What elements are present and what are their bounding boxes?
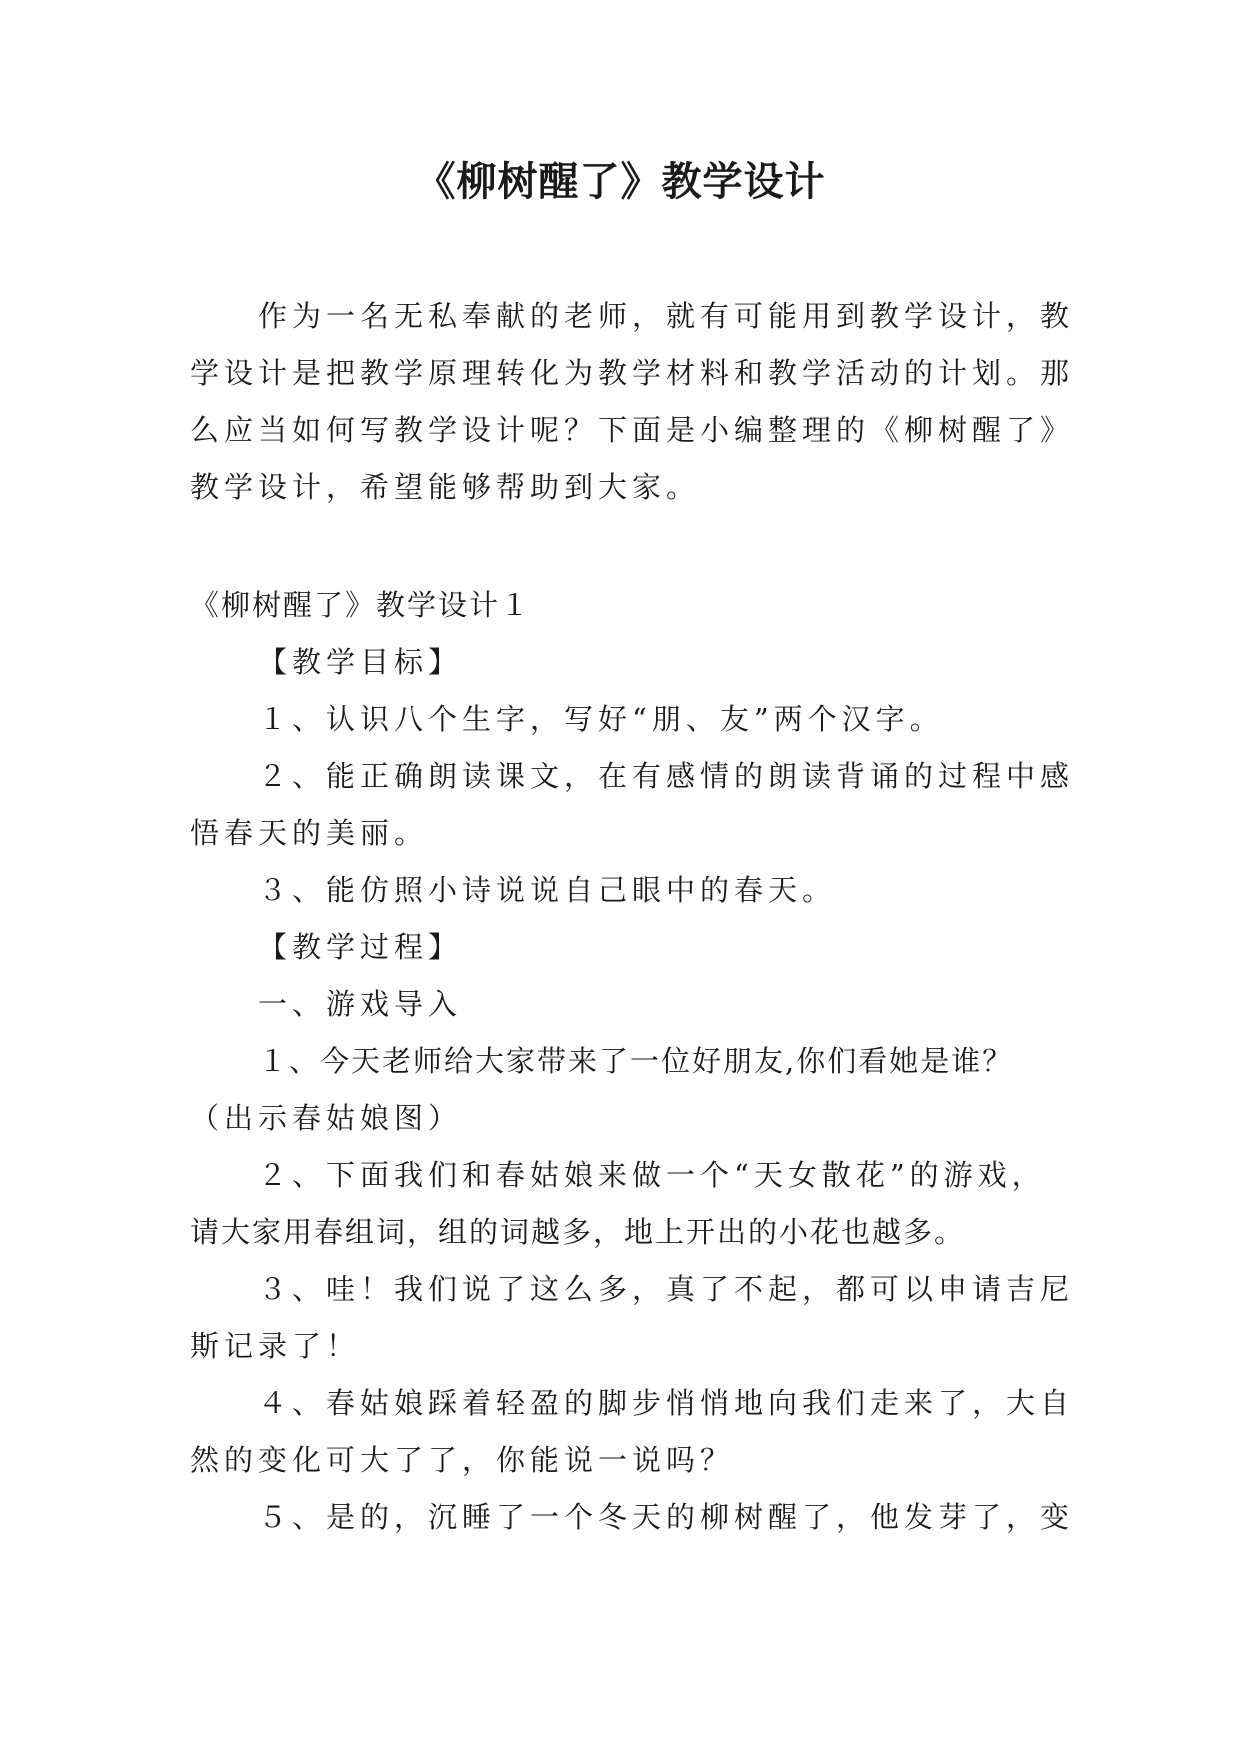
intro-line-4: 教学设计，希望能够帮助到大家。 (190, 470, 701, 504)
item-3-line-2: 斯记录了！ (190, 1329, 361, 1363)
intro-line-3: 么应当如何写教学设计呢？下面是小编整理的《柳树醒了》 (190, 413, 1075, 447)
section-heading: 《柳树醒了》教学设计１ (190, 588, 532, 622)
item-2-line-1: ２、下面我们和春姑娘来做一个“天女散花”的游戏， (258, 1158, 1046, 1192)
goal-heading: 【教学目标】 (258, 645, 463, 679)
step-heading: 一、游戏导入 (258, 987, 463, 1021)
item-3-line-1: ３、哇！我们说了这么多，真了不起，都可以申请吉尼 (258, 1272, 1075, 1306)
document-title: 《柳树醒了》教学设计 (415, 159, 826, 205)
item-4-line-2: 然的变化可大了了，你能说一说吗？ (190, 1443, 735, 1477)
goal-item-1: １、认识八个生字，写好“朋、友”两个汉字。 (258, 702, 944, 736)
item-5-line-1: ５、是的，沉睡了一个冬天的柳树醒了，他发芽了，变 (258, 1500, 1075, 1534)
goal-item-2-line-2: 悟春天的美丽。 (190, 816, 429, 850)
intro-line-2: 学设计是把教学原理转化为教学材料和教学活动的计划。那 (190, 356, 1075, 390)
process-heading: 【教学过程】 (258, 930, 463, 964)
item-1-line-1: １、今天老师给大家带来了一位好朋友,你们看她是谁？ (258, 1044, 1014, 1078)
intro-line-1: 作为一名无私奉献的老师，就有可能用到教学设计，教 (258, 299, 1075, 333)
goal-item-3: ３、能仿照小诗说说自己眼中的春天。 (258, 873, 837, 907)
item-4-line-1: ４、春姑娘踩着轻盈的脚步悄悄地向我们走来了，大自 (258, 1386, 1075, 1420)
item-2-line-2: 请大家用春组词，组的词越多，地上开出的小花也越多。 (190, 1215, 966, 1249)
goal-item-2-line-1: ２、能正确朗读课文，在有感情的朗读背诵的过程中感 (258, 759, 1075, 793)
item-1-line-2: （出示春姑娘图） (190, 1101, 463, 1135)
